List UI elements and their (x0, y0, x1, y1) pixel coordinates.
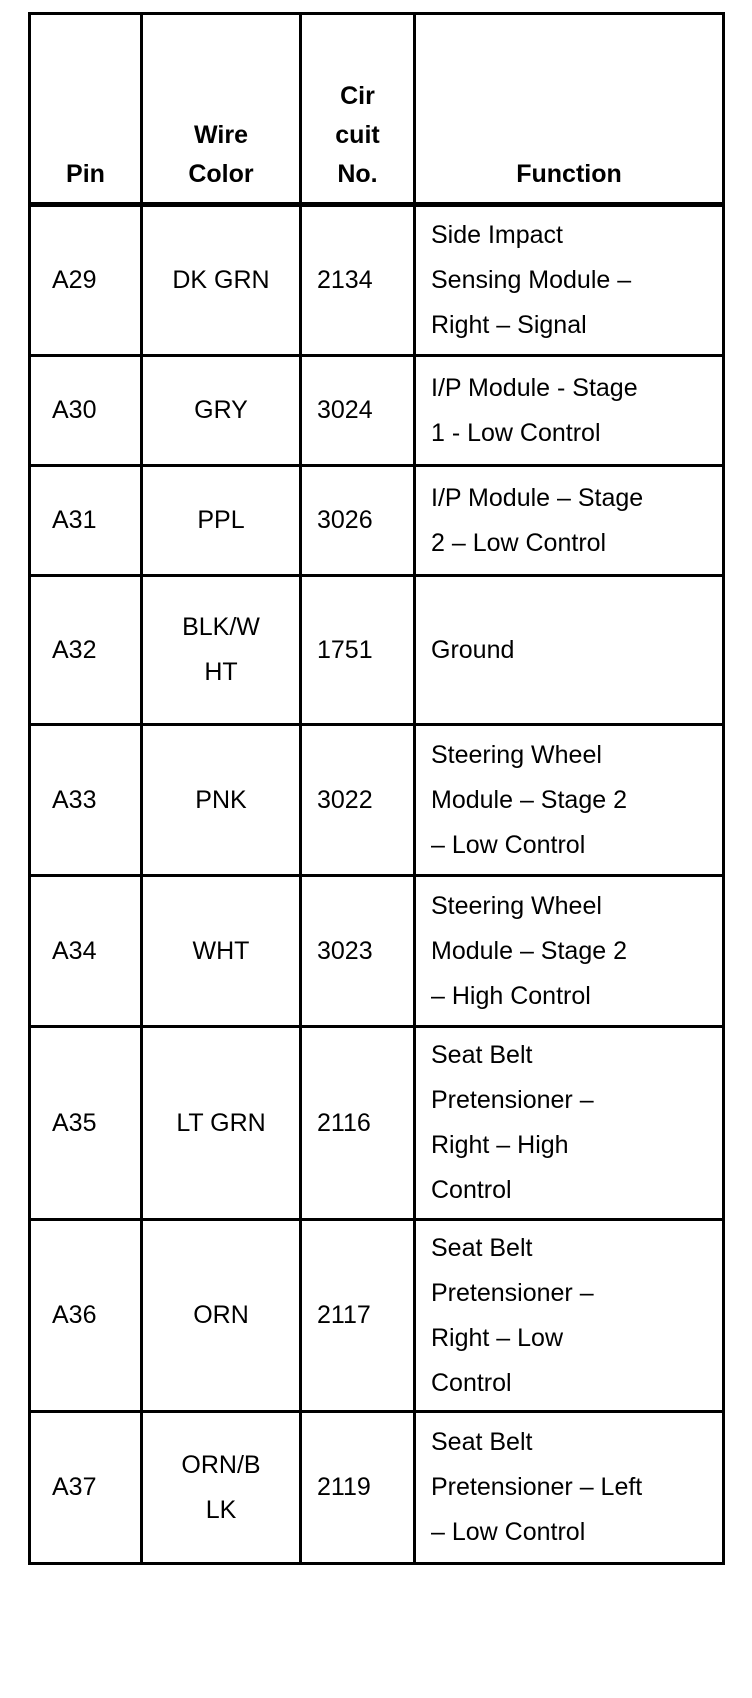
function-cell (415, 876, 724, 1027)
header-pin-label: Pin (66, 160, 105, 188)
wire-color-cell (142, 876, 301, 1027)
pin-cell: A34 (30, 876, 142, 1027)
wire-color-cell (142, 205, 301, 356)
function-cell (415, 725, 724, 876)
function-text: I/P Module - Stage 1 - Low Control (431, 373, 638, 447)
circuit-cell: 3022 (301, 725, 415, 876)
table-row (30, 1220, 724, 1412)
circuit-cell: 2116 (301, 1027, 415, 1220)
circuit-cell: 3024 (301, 356, 415, 466)
wire-color-cell (142, 1220, 301, 1412)
function-text: Side Impact Sensing Module – Right – Signal (431, 221, 632, 339)
pin-cell: A33 (30, 725, 142, 876)
wire-color-cell (142, 725, 301, 876)
connector-pin-table (28, 12, 725, 1565)
wire-color-text: WHT (192, 936, 250, 965)
table-row (30, 205, 724, 356)
wire-color-cell (142, 1412, 301, 1564)
wire-color-text: PPL (197, 506, 245, 534)
function-text: Steering Wheel Module – Stage 2 – Low Control (431, 740, 627, 859)
pin-cell: A32 (30, 576, 142, 725)
table-body (30, 205, 724, 1564)
wire-color-text: BLK/W HT (182, 613, 260, 686)
wire-color-cell (142, 576, 301, 725)
header-row (30, 14, 724, 205)
function-cell (415, 205, 724, 356)
header-wire-color (142, 14, 301, 205)
circuit-cell: 2119 (301, 1412, 415, 1564)
circuit-cell: 3023 (301, 876, 415, 1027)
header-function (415, 14, 724, 205)
function-text: Seat Belt Pretensioner – Right – Low Control (431, 1233, 594, 1397)
header-wire-color-label: Wire Color (188, 121, 254, 188)
wire-color-text: ORN (193, 1301, 249, 1329)
table-row (30, 1412, 724, 1564)
function-text: Steering Wheel Module – Stage 2 – High Control (431, 891, 627, 1010)
pin-cell: A36 (30, 1220, 142, 1412)
header-circuit-label: Cir cuit No. (335, 82, 380, 188)
table-row (30, 876, 724, 1027)
function-cell (415, 1220, 724, 1412)
pin-cell: A31 (30, 466, 142, 576)
function-text: Seat Belt Pretensioner – Right – High Control (431, 1041, 594, 1204)
circuit-cell: 1751 (301, 576, 415, 725)
table-row (30, 725, 724, 876)
pin-cell: A30 (30, 356, 142, 466)
header-function-label: Function (516, 160, 622, 188)
header-circuit-number (301, 14, 415, 205)
circuit-cell: 2117 (301, 1220, 415, 1412)
wire-color-cell (142, 466, 301, 576)
wire-color-cell (142, 1027, 301, 1220)
wire-color-text: ORN/B LK (181, 1450, 261, 1524)
wire-color-text: DK GRN (172, 266, 270, 294)
function-cell (415, 466, 724, 576)
circuit-cell: 2134 (301, 205, 415, 356)
function-text: Ground (431, 635, 515, 664)
function-cell (415, 1027, 724, 1220)
table-row (30, 466, 724, 576)
table-row (30, 356, 724, 466)
function-cell (415, 356, 724, 466)
table-row (30, 1027, 724, 1220)
wire-color-text: GRY (194, 396, 248, 424)
function-text: I/P Module – Stage 2 – Low Control (431, 483, 644, 557)
table-header (30, 14, 724, 205)
wire-color-cell (142, 356, 301, 466)
wire-color-text: LT GRN (176, 1108, 266, 1137)
pin-cell: A29 (30, 205, 142, 356)
function-cell (415, 1412, 724, 1564)
function-cell (415, 576, 724, 725)
table-row (30, 576, 724, 725)
pin-cell: A37 (30, 1412, 142, 1564)
circuit-cell: 3026 (301, 466, 415, 576)
wire-color-text: PNK (195, 785, 247, 814)
function-text: Seat Belt Pretensioner – Left – Low Control (431, 1428, 643, 1546)
pin-cell: A35 (30, 1027, 142, 1220)
header-pin (30, 14, 142, 205)
